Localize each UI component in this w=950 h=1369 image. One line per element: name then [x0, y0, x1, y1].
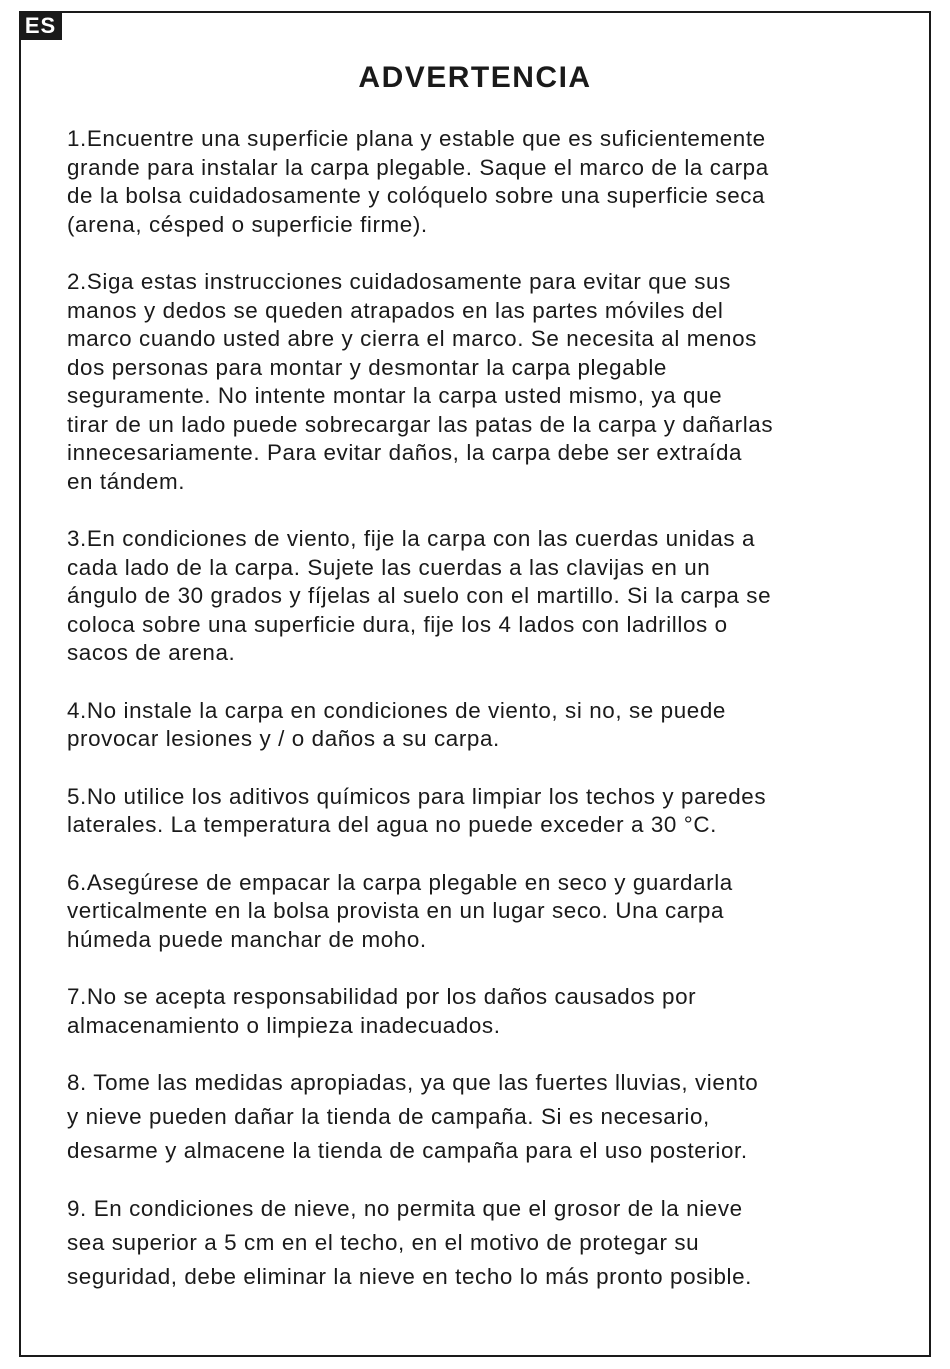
warning-item-3: 3.En condiciones de viento, fije la carpa con las cuerdas unidas a cada lado de la carpa. Sujete las cuerdas a las clavijas en un ángulo de 30 grados y fíjelas al suelo con el martillo. Si la carpa se coloca sobre una superficie dura, fije los 4 lados con ladrillos o sacos de arena. — [67, 526, 772, 665]
page-title: ADVERTENCIA — [358, 61, 592, 94]
warning-item-5: 5.No utilice los aditivos químicos para limpiar los techos y paredes laterales. La temperatura del agua no puede exceder a 30 °C. — [67, 783, 767, 837]
warning-item-1: 1.Encuentre una superficie plana y estable que es suficientemente grande para instalar la carpa plegable. Saque el marco de la carpa de la bolsa cuidadosamente y colóquelo sobre una superficie seca (arena, césped o superficie firme). — [67, 126, 769, 237]
warning-item-9: 9. En condiciones de nieve, no permita que el grosor de la nieve sea superior a 5 cm en el techo, en el motivo de protegar su seguridad, debe eliminar la nieve en techo lo más pronto posible. — [67, 1196, 752, 1289]
warning-item-4: 4.No instale la carpa en condiciones de viento, si no, se puede provocar lesiones y / o daños a su carpa. — [67, 697, 726, 751]
language-tag: ES — [19, 11, 62, 40]
warning-item-2: 2.Siga estas instrucciones cuidadosamente para evitar que sus manos y dedos se queden atrapados en las partes móviles del marco cuando usted abre y cierra el marco. Se necesita al menos dos personas para montar y desmontar la carpa plegable seguramente. No intente montar la carpa usted mismo, ya que tirar de un lado puede sobrecargar las patas de la carpa y dañarlas innecesariamente. Para evitar daños, la carpa debe ser extraída en tándem. — [67, 269, 774, 494]
warning-item-7: 7.No se acepta responsabilidad por los daños causados por almacenamiento o limpieza inadecuados. — [67, 984, 697, 1038]
warning-item-8: 8. Tome las medidas apropiadas, ya que las fuertes lluvias, viento y nieve pueden dañar la tienda de campaña. Si es necesario, desarme y almacene la tienda de campaña para el uso posterior. — [67, 1070, 759, 1163]
warning-list — [67, 125, 897, 1294]
warning-item-6: 6.Asegúrese de empacar la carpa plegable en seco y guardarla verticalmente en la bolsa provista en un lugar seco. Una carpa húmeda puede manchar de moho. — [67, 869, 733, 952]
